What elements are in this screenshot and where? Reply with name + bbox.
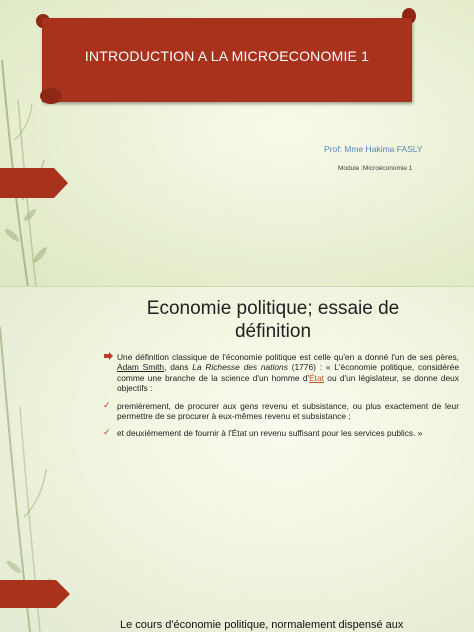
title-banner	[42, 18, 412, 102]
slide-2-title: Economie politique; essaie de définition	[146, 298, 400, 342]
definition-paragraph	[104, 352, 459, 394]
red-arrow-icon	[0, 168, 70, 198]
adam-smith-link[interactable]: Adam Smith	[117, 362, 165, 373]
slide-1	[0, 0, 474, 287]
checkmark-icon: ✓	[103, 427, 111, 437]
scroll-curl-bottom-left	[40, 88, 62, 104]
slide-2	[0, 287, 474, 632]
definition-text-4: ou d'un législateur, se donne deux objectifs :	[117, 372, 459, 394]
etat-link[interactable]: État	[309, 372, 324, 383]
objective-1: premièrement, de procurer aux gens revenu et subsistance, ou plus exactement de leur permettre de se procurer à eux-mêmes revenu et subsistance ;	[117, 401, 459, 422]
definition-text-2: , dans	[164, 362, 193, 373]
objective-2: et deuxièmement de fournir à l'État un revenu suffisant pour les services publics. »	[117, 428, 423, 438]
red-arrow-icon	[0, 580, 72, 608]
checkmark-icon: ✓	[103, 400, 111, 410]
module-line: Module :Microéconomie 1	[338, 165, 413, 172]
definition-text-3: (1776) : « L'économie politique, considérée comme une branche de la science d'un homme d'	[117, 362, 459, 383]
author-line: Prof: Mme Hakima FASLY	[324, 144, 423, 154]
book-title: La Richesse des nations	[192, 362, 288, 373]
next-slide-text: Le cours d'économie politique, normalement dispensé aux	[120, 619, 404, 631]
definition-text-1: Une définition classique de l'économie politique est celle qu'en a donné l'un de ses pères,	[117, 352, 459, 362]
presentation-title: INTRODUCTION A LA MICROECONOMIE 1	[84, 48, 370, 64]
